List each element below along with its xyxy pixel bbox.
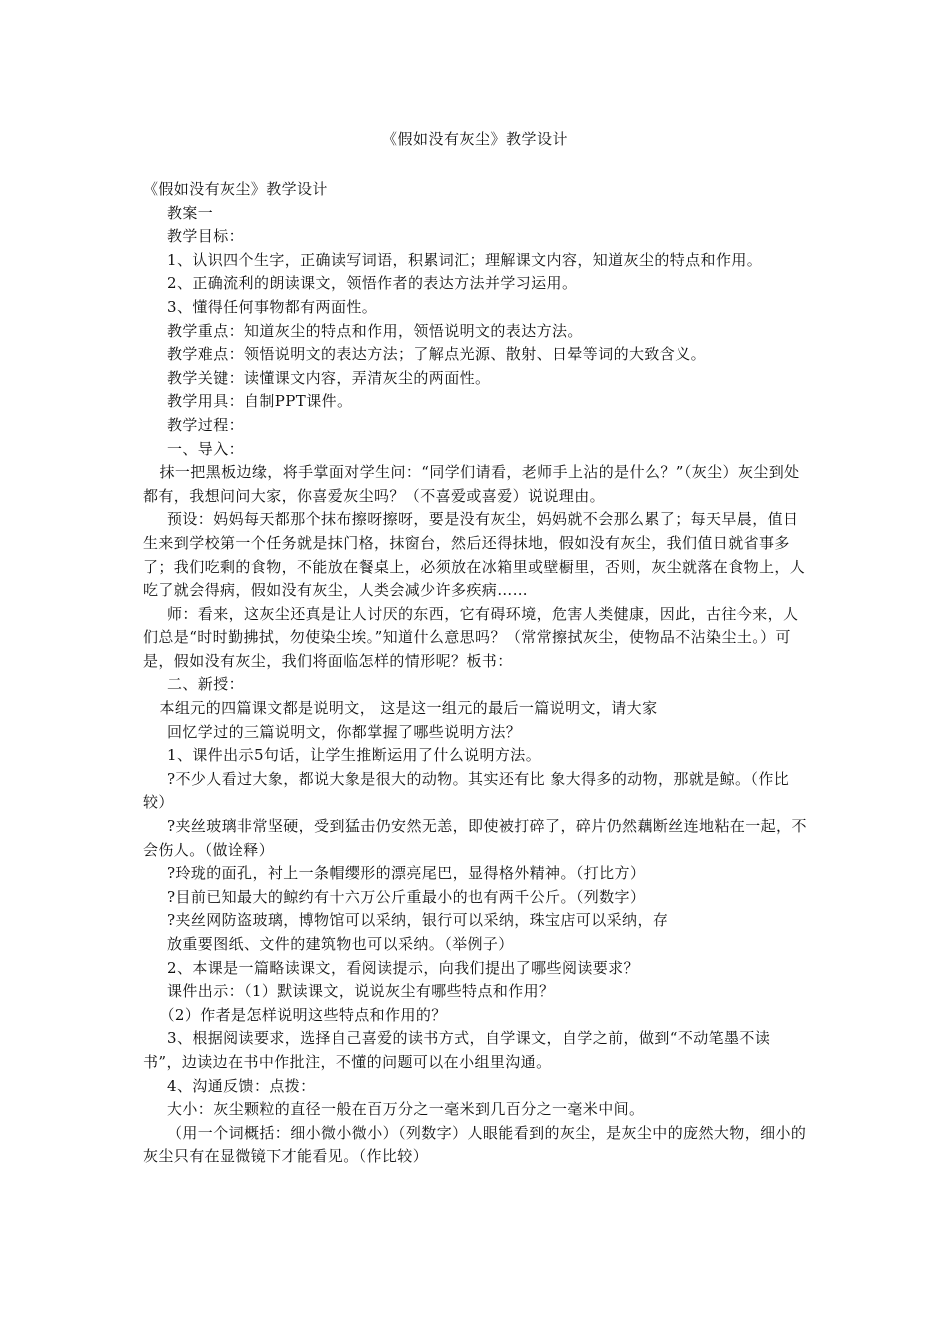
paragraph: 一、导入： (167, 439, 245, 458)
paragraph: ?夹丝网防盗玻璃，博物馆可以采纳，银行可以采纳，珠宝店可以采纳，存 (167, 911, 669, 930)
paragraph: 抹一把黑板边缘，将手掌面对学生问：“同学们请看，老师手上沾的是什么？”（灰尘）灰尘到处都有，我想问问大家，你喜爱灰尘吗？（不喜爱或喜爱）说说理由。 (143, 463, 800, 505)
paragraph: 教学目标： (167, 227, 245, 246)
paragraph: ?玲珑的面孔，衬上一条帽缨形的漂亮尾巴，显得格外精神。（打比方） (167, 864, 646, 883)
paragraph: （用一个词概括：细小微小微小）（列数字）人眼能看到的灰尘，是灰尘中的庞然大物，细小的灰尘只有在显微镜下才能看见。（作比较） (143, 1123, 807, 1166)
paragraph: 2、本课是一篇略读课文，看阅读提示，向我们提出了哪些阅读要求？ (167, 958, 639, 977)
document-title: 《假如没有灰尘》教学设计 (381, 130, 568, 148)
paragraph: ?不少人看过大象，都说大象是很大的动物。其实还有比 象大得多的动物，那就是鲸。（作比较） (143, 769, 790, 812)
paragraph: 二、新授： (167, 675, 245, 694)
paragraph: 课件出示：（1）默读课文，说说灰尘有哪些特点和作用？ (167, 982, 555, 1001)
paragraph: 本组元的四篇课文都是说明文， 这是这一组元的最后一篇说明文，请大家 (159, 699, 658, 718)
paragraph: 《假如没有灰尘》教学设计 (143, 180, 328, 198)
paragraph: 教学重点：知道灰尘的特点和作用，领悟说明文的表达方法。 (167, 321, 583, 340)
paragraph: 教学过程： (167, 415, 245, 434)
paragraph: 师：看来，这灰尘还真是让人讨厌的东西，它有碍环境，危害人类健康，因此，古往今来，人们总是“时时勤拂拭，勿使染尘埃。”知道什么意思吗？（常常擦拭灰尘，使物品不沾染尘土。）可是，假如没有灰尘，我们将面临怎样的情形呢？板书： (143, 604, 799, 670)
paragraph: 回忆学过的三篇说明文，你都掌握了哪些说明方法？ (167, 722, 522, 741)
paragraph: 3、根据阅读要求，选择自己喜爱的读书方式，自学课文，自学之前，做到“不动笔墨不读书”，边读边在书中作批注，不懂的问题可以在小组里沟通。 (143, 1029, 771, 1071)
paragraph: 大小：灰尘颗粒的直径一般在百万分之一毫米到几百分之一毫米中间。 (167, 1100, 645, 1119)
paragraph: 放重要图纸、文件的建筑物也可以采纳。（举例子） (167, 935, 514, 953)
paragraph: 教学关键：读懂课文内容，弄清灰尘的两面性。 (167, 368, 491, 387)
paragraph: 教学难点：领悟说明文的表达方法；了解点光源、散射、日晕等词的大致含义。 (167, 345, 707, 364)
paragraph: 预设：妈妈每天都那个抹布擦呀擦呀，要是没有灰尘，妈妈就不会那么累了；每天早晨，值日生来到学校第一个任务就是抹门格，抹窗台，然后还得抹地，假如没有灰尘，我们值日就省事多了；我们吃剩的食物，不能放在餐桌上，必须放在冰箱里或壁橱里，否则，灰尘就落在食物上，人吃了就会得病，假如没有灰尘，人类会减少许多疾病…… (143, 510, 806, 600)
paragraph: 4、沟通反馈：点拨： (167, 1076, 316, 1095)
paragraph: 2、正确流利的朗读课文，领悟作者的表达方法并学习运用。 (167, 274, 578, 293)
paragraph: ?夹丝玻璃非常坚硬，受到猛击仍安然无恙，即使被打碎了，碎片仍然藕断丝连地粘在一起，不会伤人。（做诠释） (143, 817, 807, 859)
paragraph: 教案一 (167, 203, 214, 222)
paragraph: 1、认识四个生字，正确读写词语，积累词汇；理解课文内容，知道灰尘的特点和作用。 (167, 250, 763, 269)
document-body (143, 178, 807, 1169)
paragraph: （2）作者是怎样说明这些特点和作用的？ (159, 1005, 447, 1024)
paragraph: 3、懂得任何事物都有两面性。 (167, 297, 378, 316)
paragraph: 1、课件出示5句话，让学生推断运用了什么说明方法。 (167, 746, 542, 765)
paragraph: ?目前已知最大的鲸约有十六万公斤重最小的也有两千公斤。（列数字） (167, 887, 646, 906)
paragraph: 教学用具：自制PPT课件。 (167, 392, 353, 411)
